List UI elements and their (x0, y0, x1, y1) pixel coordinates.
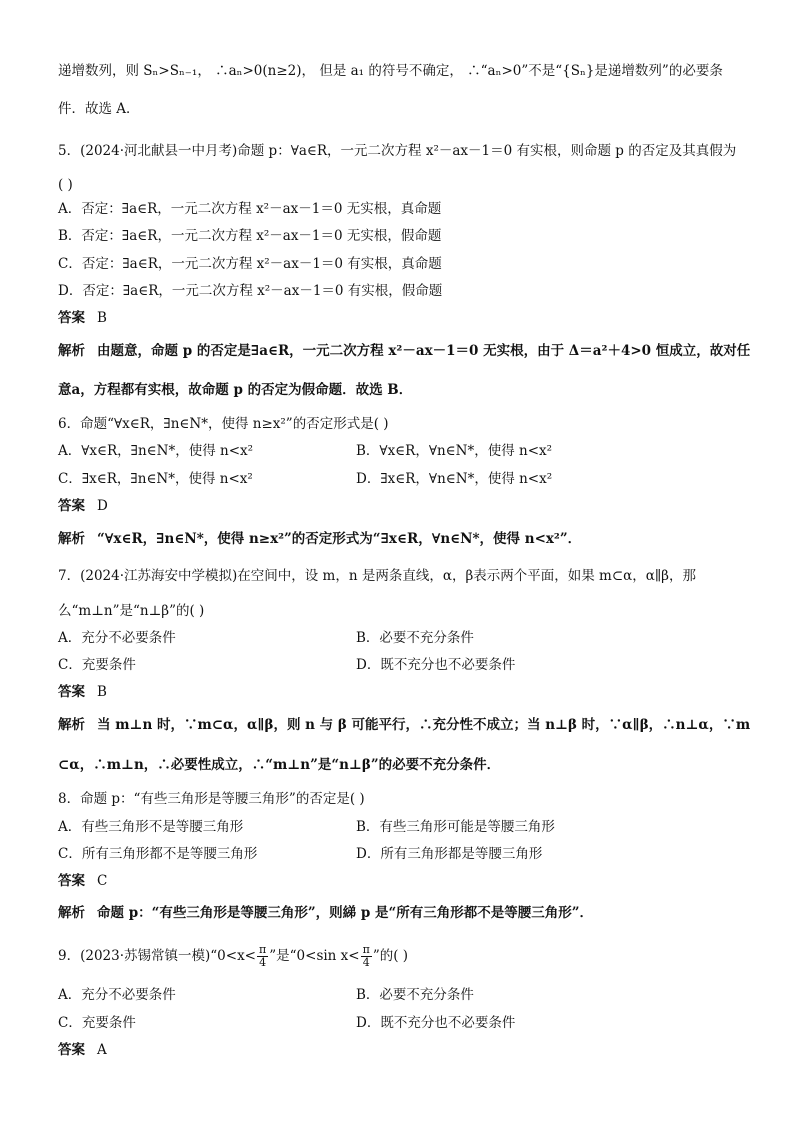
q8-option-b: B．有些三角形可能是等腰三角形 (356, 819, 555, 835)
answer-label: 答案 (58, 498, 85, 514)
answer-label: 答案 (58, 1042, 85, 1058)
q9-option-c: C．充要条件 (58, 1015, 136, 1031)
q9-stem-part-2: ”是“0<sin x< (269, 948, 360, 964)
q8-option-d: D．所有三角形都是等腰三角形 (356, 846, 543, 862)
q6-option-d: D．∃x∈R，∀n∈N*，使得 n<x² (356, 471, 553, 487)
answer-value: D (97, 498, 108, 514)
q9-stem-part-3: ”的( ) (372, 948, 409, 964)
q9-stem-part-1: 9．(2023·苏锡常镇一模)“0<x< (58, 948, 256, 964)
q8-stem: 8．命题 p：“有些三角形是等腰三角形”的否定是( ) (58, 791, 365, 807)
q9-answer (58, 1041, 107, 1059)
q7-stem-line-2: 么“m⊥n”是“n⊥β”的( ) (58, 603, 205, 619)
pi-over-4-fraction (257, 944, 268, 969)
q9-option-d: D．既不充分也不必要条件 (356, 1015, 516, 1031)
q7-answer (58, 683, 107, 701)
q6-answer (58, 497, 108, 515)
analysis-text: 当 m⊥n 时，∵m⊂α，α∥β，则 n 与 β 可能平行，∴充分性不成立；当 n⊥β 时，∵α∥β，∴n⊥α，∵m (97, 717, 751, 733)
q6-option-a: A．∀x∈R，∃n∈N*，使得 n<x² (58, 443, 254, 459)
answer-label: 答案 (58, 873, 85, 889)
answer-label: 答案 (58, 310, 85, 326)
analysis-text: “∀x∈R，∃n∈N*，使得 n≥x²”的否定形式为“∃x∈R，∀n∈N*，使得 n<x²”． (97, 531, 582, 547)
q9-option-a: A．充分不必要条件 (58, 987, 176, 1003)
answer-value: C (97, 873, 108, 889)
q8-analysis (58, 904, 593, 922)
q7-option-d: D．既不充分也不必要条件 (356, 657, 516, 673)
q5-stem-line-1: 5．(2024·河北献县一中月考)命题 p：∀a∈R，一元二次方程 x²－ax－1＝0 有实根，则命题 p 的否定及其真假为 (58, 143, 737, 159)
q5-option-d: D．否定：∃a∈R，一元二次方程 x²－ax－1＝0 有实根，假命题 (58, 283, 443, 299)
q7-stem-line-1: 7．(2024·江苏海安中学模拟)在空间中，设 m，n 是两条直线，α，β表示两个平面，如果 m⊂α，α∥β，那 (58, 568, 696, 584)
answer-value: A (97, 1042, 107, 1058)
q5-stem-line-2: ( ) (58, 177, 73, 193)
intro-line-1: 递增数列，则 Sₙ>Sₙ₋₁， ∴aₙ>0(n≥2)， 但是 a₁ 的符号不确定， ∴“aₙ>0”不是“{Sₙ}是递增数列”的必要条 (58, 63, 723, 79)
q7-option-c: C．充要条件 (58, 657, 136, 673)
analysis-label: 解析 (58, 717, 85, 733)
analysis-text: 由题意，命题 p 的否定是∃a∈R，一元二次方程 x²－ax－1＝0 无实根，由于 Δ＝a²＋4>0 恒成立，故对任 (97, 343, 751, 359)
q5-answer (58, 309, 107, 327)
fraction-numerator: π (362, 943, 370, 956)
q9-option-b: B．必要不充分条件 (356, 987, 474, 1003)
q8-option-a: A．有些三角形不是等腰三角形 (58, 819, 244, 835)
q6-analysis (58, 530, 581, 548)
q8-answer (58, 872, 107, 890)
fraction-numerator: π (259, 943, 267, 956)
q6-option-c: C．∃x∈R，∃n∈N*，使得 n<x² (58, 471, 253, 487)
answer-value: B (97, 310, 107, 326)
q5-option-c: C．否定：∃a∈R，一元二次方程 x²－ax－1＝0 有实根，真命题 (58, 256, 442, 272)
q7-analysis-line-1 (58, 716, 750, 734)
answer-value: B (97, 684, 107, 700)
q5-option-a: A．否定：∃a∈R，一元二次方程 x²－ax－1＝0 无实根，真命题 (58, 201, 442, 217)
answer-label: 答案 (58, 684, 85, 700)
q5-analysis-line-1 (58, 342, 750, 360)
analysis-label: 解析 (58, 531, 85, 547)
q7-option-b: B．必要不充分条件 (356, 630, 474, 646)
q5-option-b: B．否定：∃a∈R，一元二次方程 x²－ax－1＝0 无实根，假命题 (58, 228, 442, 244)
analysis-text: 命题 p：“有些三角形是等腰三角形”，则綈 p 是“所有三角形都不是等腰三角形”． (97, 905, 594, 921)
analysis-label: 解析 (58, 905, 85, 921)
q7-option-a: A．充分不必要条件 (58, 630, 176, 646)
pi-over-4-fraction (361, 944, 372, 969)
q6-stem: 6．命题“∀x∈R，∃n∈N*，使得 n≥x²”的否定形式是( ) (58, 416, 389, 432)
fraction-denominator: 4 (362, 956, 370, 969)
q8-option-c: C．所有三角形都不是等腰三角形 (58, 846, 258, 862)
q6-option-b: B．∀x∈R，∀n∈N*，使得 n<x² (356, 443, 553, 459)
q9-stem (58, 942, 408, 970)
q7-analysis-line-2: ⊂α，∴m⊥n，∴必要性成立，∴“m⊥n”是“n⊥β”的必要不充分条件． (58, 757, 501, 773)
analysis-label: 解析 (58, 343, 85, 359)
intro-line-2: 件．故选 A． (58, 101, 140, 117)
q5-analysis-line-2: 意a，方程都有实根，故命题 p 的否定为假命题．故选 B． (58, 382, 413, 398)
fraction-denominator: 4 (259, 956, 267, 969)
